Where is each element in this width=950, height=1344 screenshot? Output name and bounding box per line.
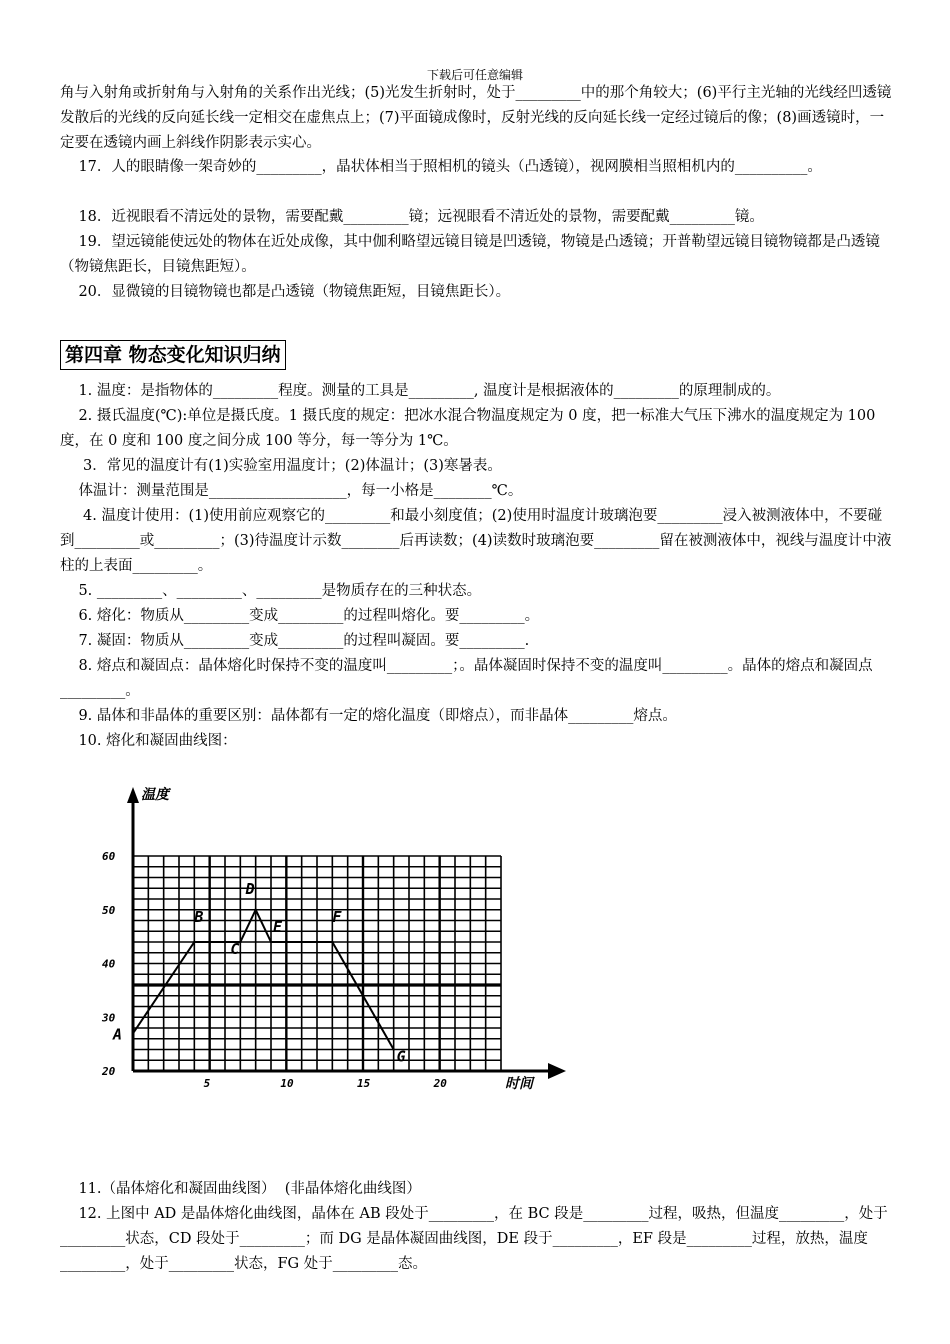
curve-point-label: C bbox=[230, 940, 240, 958]
chapter-title: 第四章 物态变化知识归纳 bbox=[60, 340, 286, 370]
paragraph-q5: 5. _________、_________、_________是物质存在的三种状态。 bbox=[60, 583, 482, 599]
curve-point bbox=[239, 941, 241, 943]
curve-point bbox=[392, 1048, 394, 1050]
x-tick-label: 5 bbox=[203, 1077, 211, 1090]
y-tick-label: 30 bbox=[102, 1011, 116, 1025]
curve-point-label: B bbox=[194, 908, 204, 926]
paragraph-q6: 6. 熔化：物质从_________变成_________的过程叫熔化。要_________。 bbox=[60, 608, 540, 624]
paragraph-q4: 4. 温度计使用：(1)使用前应观察它的_________和最小刻度值；(2)使用时温度计玻璃泡要_________浸入被测液体中，不要碰到_________或_________；(3)待温度计示数________后再读数；(4)读数时玻璃泡要_________留在被测液体中，视线与温度计中液柱的上表面_________。 bbox=[60, 508, 892, 574]
y-axis-title: 温度 bbox=[141, 787, 169, 803]
x-tick-label: 10 bbox=[280, 1077, 294, 1090]
x-tick-label: 15 bbox=[357, 1077, 371, 1090]
y-axis-arrow bbox=[127, 787, 139, 803]
curve-point-label: A bbox=[113, 1025, 123, 1044]
paragraph-q10: 10. 熔化和凝固曲线图： bbox=[60, 733, 237, 749]
paragraph-q8: 8. 熔点和凝固点：晶体熔化时保持不变的温度叫_________；。晶体凝固时保持不变的温度叫_________。晶体的熔点和凝固点_________。 bbox=[60, 658, 873, 699]
x-tick-label: 20 bbox=[433, 1077, 447, 1090]
curve-point-label: D bbox=[245, 879, 255, 898]
curve-point-label: E bbox=[273, 918, 283, 936]
curve-point bbox=[331, 941, 333, 943]
curve-point bbox=[270, 941, 272, 943]
page-header-note: 下载后可任意编辑 bbox=[426, 68, 523, 82]
y-tick-label: 50 bbox=[102, 903, 116, 917]
paragraph-q17: 17．人的眼睛像一架奇妙的_________，晶状体相当于照相机的镜头（凸透镜），视网膜相当照相机内的__________。 bbox=[60, 159, 822, 175]
y-tick-label: 40 bbox=[102, 957, 116, 971]
paragraph-drawing-rules: 角与入射角或折射角与入射角的关系作出光线；(5)光发生折射时，处于_________中的那个角较大；(6)平行主光轴的光线经凹透镜发散后的光线的反向延长线一定相交在虚焦点上；(7)平面镜成像时，反射光线的反向延长线一定经过镜后的像；(8)画透镜时，一定要在透镜内画上斜线作阴影表示实心。 bbox=[60, 85, 892, 151]
paragraph-q3-thermometer: 体温计：测量范围是___________________，每一小格是________℃。 bbox=[60, 483, 523, 499]
curve-point bbox=[132, 1032, 134, 1034]
melting-curve-chart bbox=[90, 775, 580, 1095]
paragraph-q1: 1. 温度：是指物体的_________程度。测量的工具是_________, 温度计是根据液体的_________的原理制成的。 bbox=[60, 383, 781, 399]
curve-point bbox=[254, 909, 256, 911]
paragraph-q9: 9. 晶体和非晶体的重要区别：晶体都有一定的熔化温度（即熔点），而非晶体_________熔点。 bbox=[60, 708, 677, 724]
paragraph-q12: 12. 上图中 AD 是晶体熔化曲线图，晶体在 AB 段处于_________，在 BC 段是_________过程，吸热，但温度_________，处于_________状态，CD 段处于_________；而 DG 是晶体凝固曲线图，DE 段于_________，EF 段是_________过程，放热，温度_________，处于_________状态，FG 处于_________态。 bbox=[60, 1206, 888, 1272]
curve-point-label: F bbox=[332, 908, 342, 926]
x-axis-title: 时间 bbox=[505, 1076, 533, 1092]
y-tick-label: 60 bbox=[102, 850, 116, 863]
x-axis-arrow bbox=[548, 1063, 566, 1079]
paragraph-q7: 7. 凝固：物质从_________变成_________的过程叫凝固。要_________. bbox=[60, 633, 530, 649]
paragraph-q3: 3．常见的温度计有(1)实验室用温度计；(2)体温计；(3)寒暑表。 bbox=[60, 458, 502, 474]
paragraph-q20: 20．显微镜的目镜物镜也都是凸透镜（物镜焦距短，目镜焦距长）。 bbox=[60, 284, 511, 300]
paragraph-q2: 2. 摄氏温度(℃):单位是摄氏度。1 摄氏度的规定：把冰水混合物温度规定为 0 度，把一标准大气压下沸水的温度规定为 100 度，在 0 度和 100 度之间分成 100 等分，每一等分为 1℃。 bbox=[60, 408, 880, 449]
curve-point bbox=[193, 941, 195, 943]
paragraph-q11: 11.（晶体熔化和凝固曲线图） (非晶体熔化曲线图） bbox=[60, 1181, 421, 1197]
paragraph-q18: 18．近视眼看不清远处的景物，需要配戴_________镜；远视眼看不清近处的景物，需要配戴_________镜。 bbox=[60, 209, 764, 225]
curve-point-label: G bbox=[396, 1047, 406, 1066]
y-tick-label: 20 bbox=[102, 1065, 116, 1078]
paragraph-q19: 19．望远镜能使远处的物体在近处成像，其中伽利略望远镜目镜是凹透镜，物镜是凸透镜；开普勒望远镜目镜物镜都是凸透镜（物镜焦距长，目镜焦距短）。 bbox=[60, 234, 880, 275]
